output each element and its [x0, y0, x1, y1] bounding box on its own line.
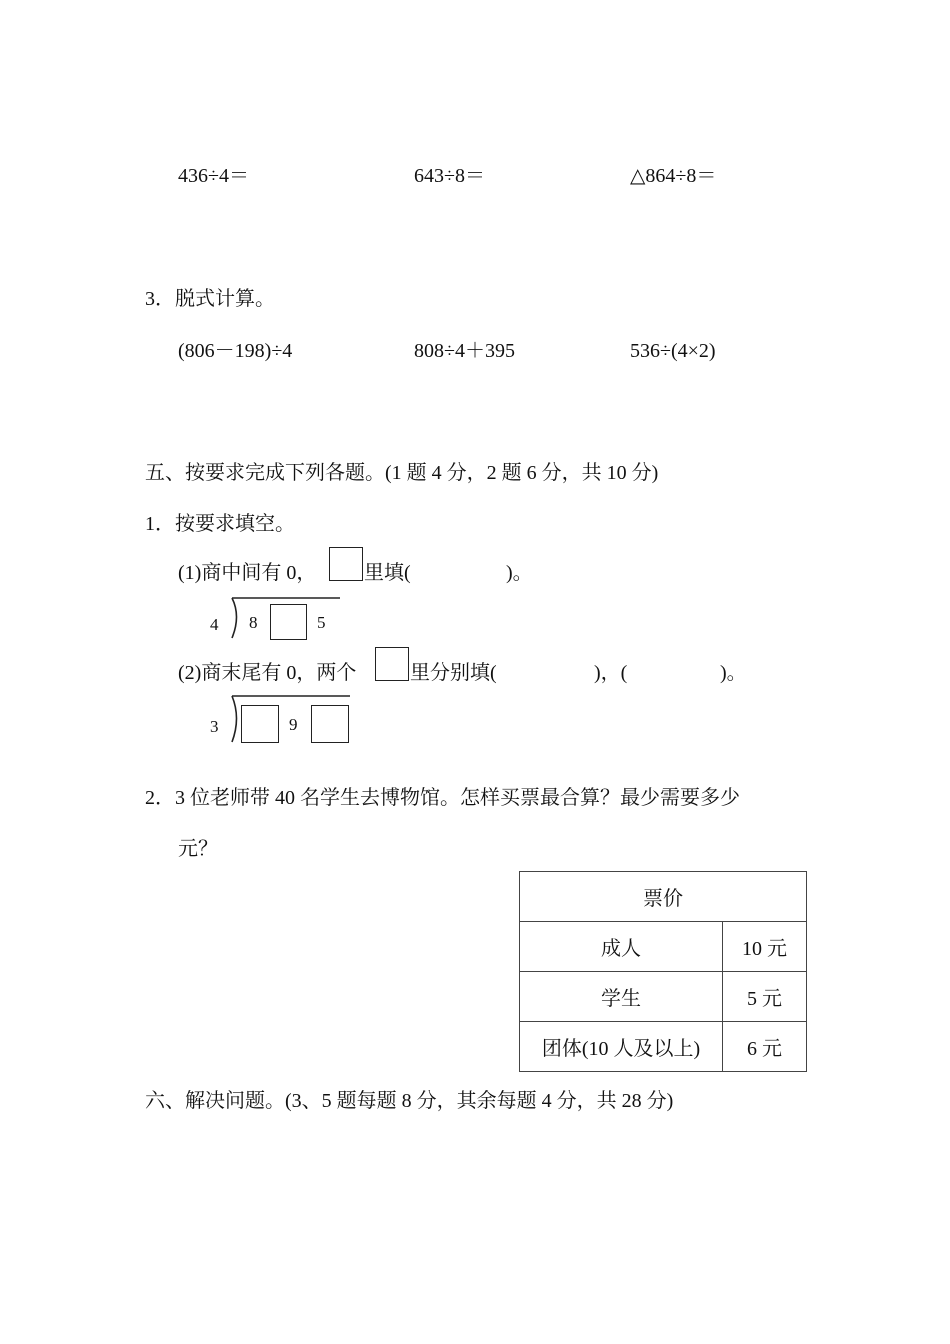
table-cell-label: 成人 [520, 922, 723, 972]
table-cell-price: 5 元 [723, 972, 807, 1022]
blank-square-symbol [329, 547, 363, 581]
q3-expr-2: 808÷4＋395 [414, 340, 515, 362]
s5-q1-part1-lead: (1)商中间有 0， [178, 562, 317, 584]
s5-q1-part2-sep: )，( [594, 662, 628, 684]
ticket-price-table [519, 871, 807, 1072]
table-cell-label: 团体(10 人及以上) [520, 1022, 723, 1072]
table-cell-price: 10 元 [723, 922, 807, 972]
q3-expr-3: 536÷(4×2) [630, 340, 716, 362]
s5-q1-part2-fill: 里分别填( [410, 662, 497, 684]
problem-643-div-8: 643÷8＝ [414, 165, 485, 187]
problem-864-div-8: △864÷8＝ [630, 165, 717, 187]
table-row [520, 972, 807, 1022]
s5-q1-part2-lead: (2)商末尾有 0，两个 [178, 662, 357, 684]
long-division-2-digit-2: 9 [289, 715, 298, 734]
s5-q2-line2: 元？ [178, 838, 218, 860]
q3-title: 3．脱式计算。 [145, 288, 275, 310]
long-division-2-blank-box-1[interactable] [241, 705, 279, 743]
table-row [520, 922, 807, 972]
section5-title: 五、按要求完成下列各题。(1 题 4 分，2 题 6 分，共 10 分) [145, 462, 659, 484]
long-division-2-divisor: 3 [210, 717, 219, 736]
table-header: 票价 [520, 872, 807, 922]
table-header-row [520, 872, 807, 922]
long-division-1-blank-box[interactable] [270, 604, 307, 640]
table-cell-price: 6 元 [723, 1022, 807, 1072]
long-division-1-digit-3: 5 [317, 613, 326, 632]
long-division-2-blank-box-2[interactable] [311, 705, 349, 743]
long-division-1-digit-1: 8 [249, 613, 258, 632]
s5-q2-line1: 2．3 位老师带 40 名学生去博物馆。怎样买票最合算？最少需要多少 [145, 787, 740, 809]
problem-436-div-4: 436÷4＝ [178, 165, 249, 187]
table-cell-label: 学生 [520, 972, 723, 1022]
s5-q1-part1-close: )。 [506, 562, 533, 584]
long-division-1-divisor: 4 [210, 615, 219, 634]
section6-title: 六、解决问题。(3、5 题每题 8 分，其余每题 4 分，共 28 分) [145, 1090, 674, 1112]
s5-q1-part2-close: )。 [720, 662, 747, 684]
s5-q1-title: 1．按要求填空。 [145, 513, 295, 535]
q3-expr-1: (806－198)÷4 [178, 340, 293, 362]
table-row [520, 1022, 807, 1072]
s5-q1-part1-fill: 里填( [364, 562, 411, 584]
blank-square-symbol [375, 647, 409, 681]
